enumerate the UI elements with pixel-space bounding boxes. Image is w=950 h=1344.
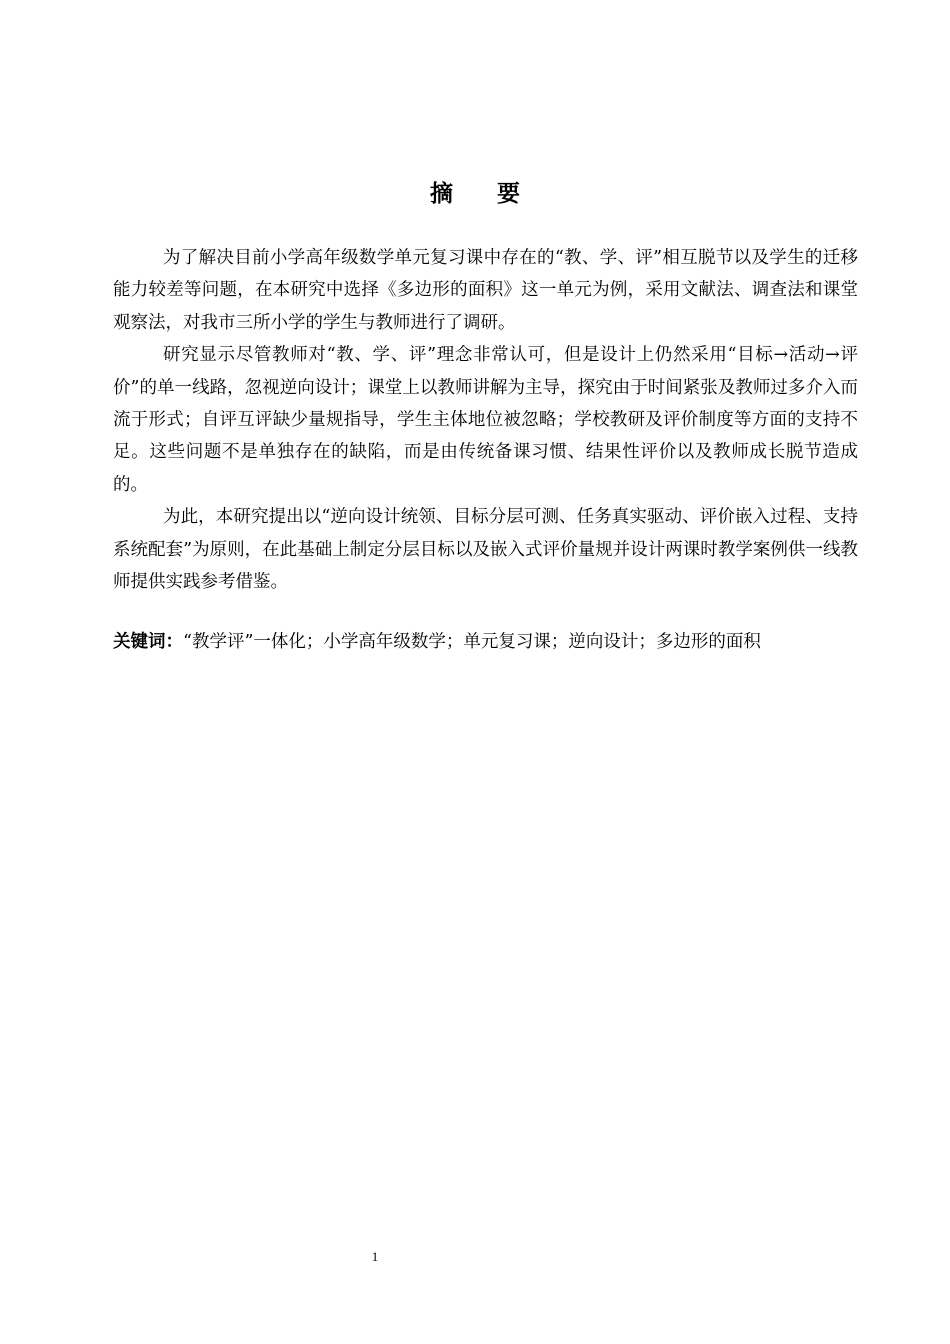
abstract-paragraph-2: 研究显示尽管教师对“教、学、评”理念非常认可，但是设计上仍然采用“目标→活动→评价”的单一线路，忽视逆向设计；课堂上以教师讲解为主导，探究由于时间紧张及教师过多介入而流于形式；自评互评缺少量规指导，学生主体地位被忽略；学校教研及评价制度等方面的支持不足。这些问题不是单独存在的缺陷，而是由传统备课习惯、结果性评价以及教师成长脱节造成的。 bbox=[113, 345, 858, 495]
keywords-label: 关键词： bbox=[113, 632, 183, 652]
keywords-text: “教学评”一体化；小学高年级数学；单元复习课；逆向设计；多边形的面积 bbox=[183, 632, 761, 652]
abstract-paragraph-3: 为此，本研究提出以“逆向设计统领、目标分层可测、任务真实驱动、评价嵌入过程、支持系统配套”为原则，在此基础上制定分层目标以及嵌入式评价量规并设计两课时教学案例供一线教师提供实践参考借鉴。 bbox=[113, 507, 858, 593]
abstract-title: 摘要 bbox=[430, 181, 564, 207]
abstract-body bbox=[113, 242, 858, 598]
page-number: 1 bbox=[371, 1249, 379, 1264]
abstract-paragraph-1: 为了解决目前小学高年级数学单元复习课中存在的“教、学、评”相互脱节以及学生的迁移能力较差等问题，在本研究中选择《多边形的面积》这一单元为例，采用文献法、调查法和课堂观察法，对我市三所小学的学生与教师进行了调研。 bbox=[113, 248, 858, 333]
keywords-line bbox=[113, 626, 858, 658]
